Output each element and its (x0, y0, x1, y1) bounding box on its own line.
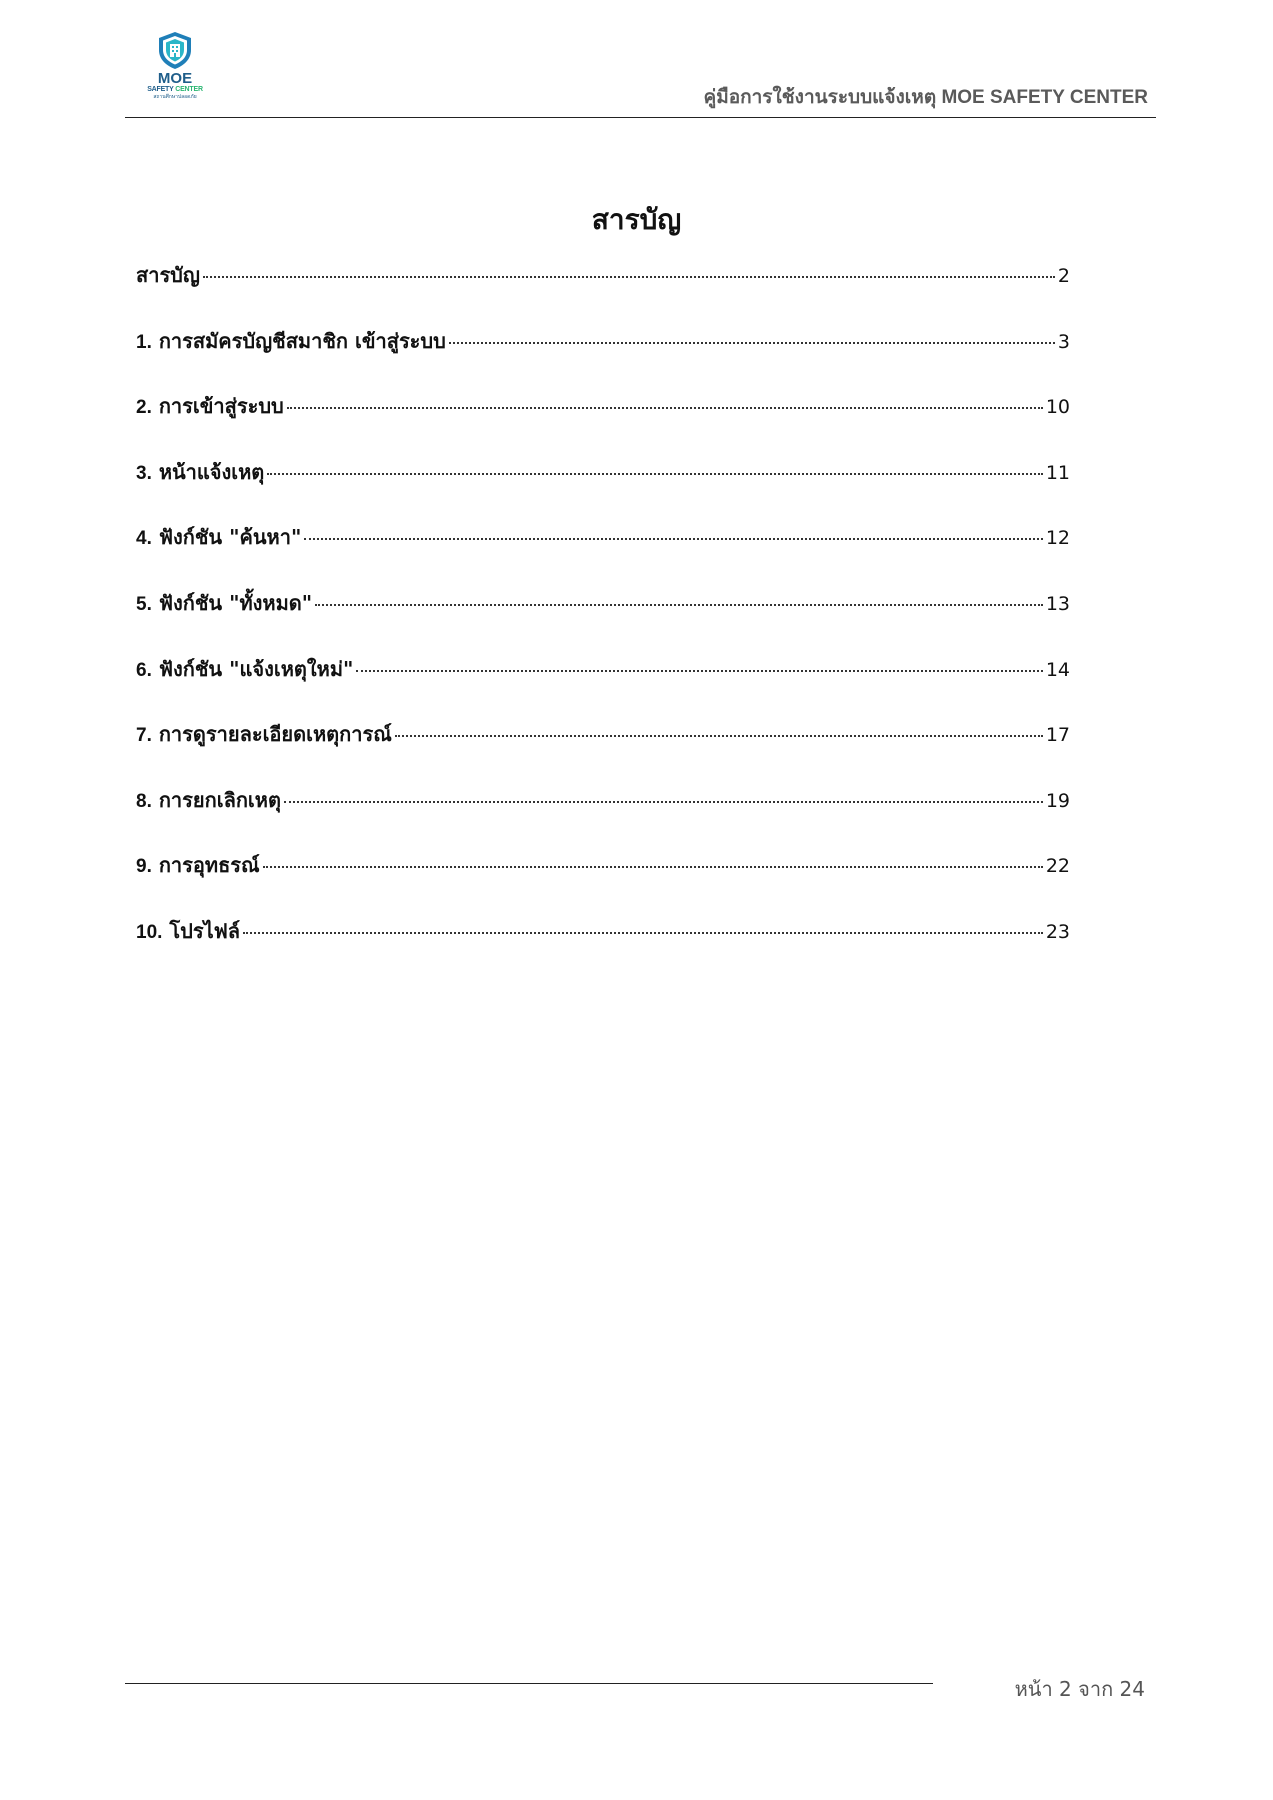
toc-entry-label (136, 849, 260, 881)
toc-entry-title: การเข้าสู่ระบบ (151, 394, 284, 419)
toc-dot-leader (284, 801, 1043, 803)
toc-dot-leader (449, 342, 1055, 344)
toc-entry-page: 2 (1057, 265, 1070, 287)
toc-entry-page: 11 (1045, 461, 1070, 484)
toc-entry-number: 1. (136, 331, 152, 353)
toc-entry-label (136, 784, 281, 816)
toc-entry-label (136, 456, 264, 488)
toc-entry-number: 2. (136, 397, 152, 419)
toc-dot-leader (287, 407, 1043, 409)
logo-title: MOE (157, 70, 193, 87)
toc-entry-page: 23 (1045, 920, 1070, 943)
toc-entry-label (136, 653, 353, 685)
toc-heading: สารบัญ (591, 203, 682, 236)
toc-entry-label (136, 259, 200, 291)
toc-entry-title: ฟังก์ชัน "ทั้งหมด" (151, 590, 313, 615)
toc-entry[interactable] (136, 653, 1070, 719)
logo-subtitle-safety: SAFETY (147, 86, 174, 93)
toc-entry-number: 4. (136, 528, 152, 550)
logo-subtitle-center: CENTER (173, 86, 203, 93)
toc-entry-page: 19 (1045, 789, 1070, 812)
toc-entry-page: 14 (1045, 658, 1070, 681)
toc-entry[interactable] (136, 390, 1070, 456)
moe-safety-center-logo (125, 30, 225, 100)
toc-entry[interactable] (136, 915, 1070, 981)
toc-entry[interactable] (136, 521, 1070, 587)
toc-entry-number: 5. (136, 593, 152, 615)
toc-entry-page: 10 (1045, 396, 1070, 419)
toc-entry[interactable] (136, 718, 1070, 784)
toc-dot-leader (304, 538, 1042, 540)
toc-entry[interactable] (136, 784, 1070, 850)
toc-entry-label (136, 587, 312, 619)
toc-entry-label (136, 325, 446, 357)
logo-subtitle (125, 86, 225, 94)
toc-entry-label (136, 521, 301, 553)
toc-entry-number: 3. (136, 462, 152, 484)
shield-building-icon (155, 30, 195, 70)
table-of-contents (136, 259, 1070, 981)
toc-entry-label (136, 718, 392, 750)
toc-entry-title: ฟังก์ชัน "แจ้งเหตุใหม่" (151, 656, 354, 681)
footer-divider (125, 1683, 933, 1684)
toc-entry-label (136, 390, 284, 422)
toc-entry-number: 7. (136, 725, 152, 747)
toc-entry-page: 22 (1045, 855, 1070, 878)
toc-entry-title: ฟังก์ชัน "ค้นหา" (151, 525, 302, 550)
toc-entry-number: 9. (136, 856, 152, 878)
toc-dot-leader (395, 735, 1043, 737)
toc-dot-leader (267, 473, 1043, 475)
toc-entry-title: การยกเลิกเหตุ (151, 787, 281, 812)
toc-entry-number: 8. (136, 790, 152, 812)
toc-entry-title: สารบัญ (136, 263, 200, 287)
toc-dot-leader (243, 932, 1043, 934)
toc-entry-page: 12 (1045, 527, 1070, 550)
toc-entry[interactable] (136, 587, 1070, 653)
toc-dot-leader (315, 604, 1043, 606)
page-number: หน้า 2 จาก 24 (1014, 1677, 1145, 1701)
toc-entry-page: 3 (1057, 330, 1070, 353)
toc-entry-page: 17 (1045, 724, 1070, 747)
toc-entry-page: 13 (1045, 592, 1070, 615)
toc-entry-title: การสมัครบัญชีสมาชิก เข้าสู่ระบบ (151, 328, 446, 353)
toc-entry[interactable] (136, 456, 1070, 522)
toc-entry[interactable] (136, 259, 1070, 325)
toc-entry-number: 10. (136, 921, 163, 943)
logo-tagline: สถานศึกษาปลอดภัย (153, 94, 197, 100)
toc-dot-leader (203, 276, 1055, 278)
toc-entry-title: การอุทธรณ์ (151, 853, 260, 878)
toc-entry-title: โปรไฟล์ (162, 918, 241, 943)
toc-entry-title: การดูรายละเอียดเหตุการณ์ (151, 722, 392, 747)
document-header-title: คู่มือการใช้งานระบบแจ้งเหตุ MOE SAFETY CENTER (703, 87, 1148, 108)
toc-dot-leader (356, 670, 1042, 672)
toc-entry-title: หน้าแจ้งเหตุ (151, 459, 265, 484)
toc-entry[interactable] (136, 849, 1070, 915)
toc-entry[interactable] (136, 325, 1070, 391)
toc-dot-leader (263, 866, 1043, 868)
header-divider (125, 117, 1156, 118)
toc-entry-number: 6. (136, 659, 152, 681)
toc-entry-label (136, 915, 240, 947)
